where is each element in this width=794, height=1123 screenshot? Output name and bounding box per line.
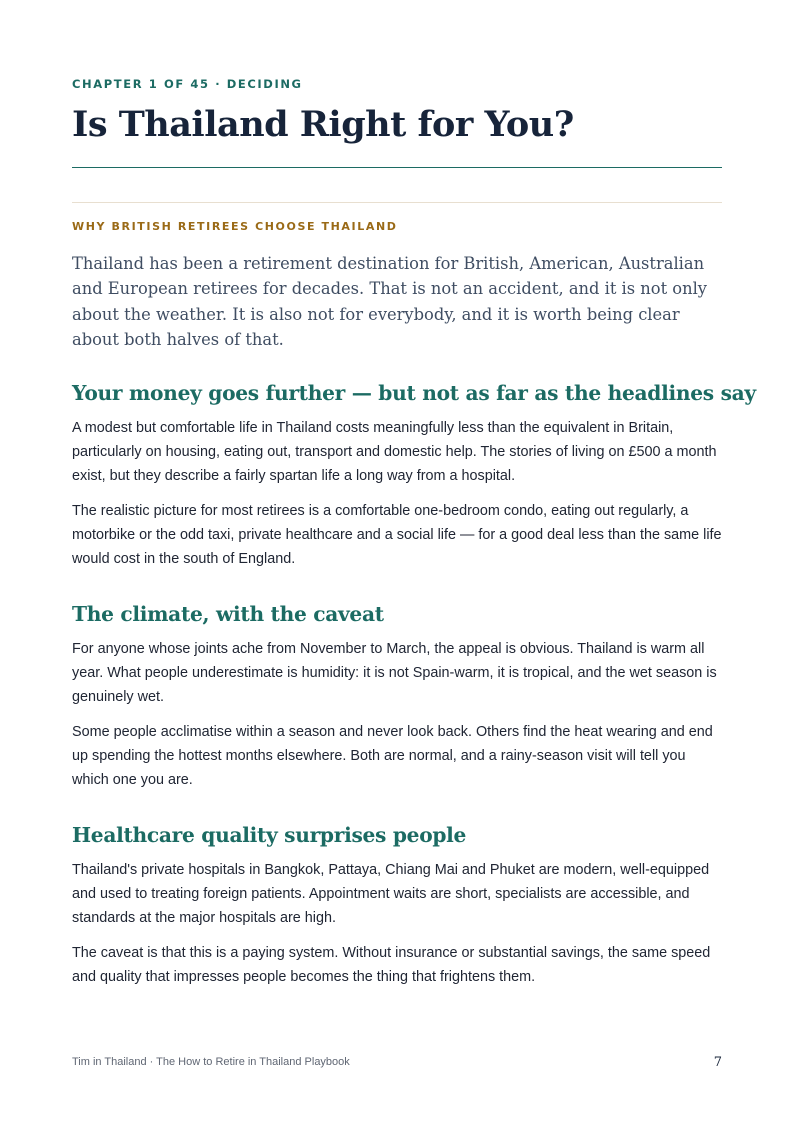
section-paragraph: A modest but comfortable life in Thailand costs meaningfully less than the equivalent in Britain, particularly on housing, eating out, transport and domestic help. The stories of living on £500 a month exist, but they describe a fairly spartan life a long way from a hospital.: [72, 420, 717, 484]
section-money: [72, 380, 756, 582]
section-paragraph: The caveat is that this is a paying system. Without insurance or substantial savings, the same speed and quality that impresses people becomes the thing that frightens them.: [72, 945, 711, 985]
section-paragraph: Some people acclimatise within a season and never look back. Others find the heat wearing and end up spending the hottest months elsewhere. Both are normal, and a rainy-season visit will tell you which one you are.: [72, 724, 713, 788]
section-paragraph: For anyone whose joints ache from November to March, the appeal is obvious. Thailand is warm all year. What people underestimate is humidity: it is not Spain-warm, it is tropical, and the wet season is genuinely wet.: [72, 641, 717, 705]
title-divider: [72, 167, 722, 168]
section-heading: Your money goes further — but not as far as the headlines say: [72, 381, 756, 405]
section-divider: [72, 202, 722, 203]
section-heading: Healthcare quality surprises people: [72, 823, 467, 847]
section-paragraph: The realistic picture for most retirees is a comfortable one-bedroom condo, eating out regularly, a motorbike or the odd taxi, private healthcare and a social life — for a good deal less than the same life would cost in the south of England.: [72, 503, 722, 567]
footer-book-title: Tim in Thailand · The How to Retire in Thailand Playbook: [72, 1056, 350, 1068]
chapter-eyebrow: CHAPTER 1 OF 45 · DECIDING: [72, 77, 303, 91]
section-paragraph: Thailand's private hospitals in Bangkok, Pattaya, Chiang Mai and Phuket are modern, well-equipped and used to treating foreign patients. Appointment waits are short, specialists are accessible, and standards at the major hospitals are high.: [72, 862, 710, 926]
section-healthcare: [72, 822, 722, 1000]
footer-page-number: 7: [713, 1055, 722, 1070]
section-climate: [72, 601, 722, 803]
intro-paragraph: Thailand has been a retirement destination for British, American, Australian and European retirees for decades. That is not an accident, and it is not only about the weather. It is also not for everybody, and it is worth being clear about both halves of that.: [72, 254, 707, 350]
page-title: Is Thailand Right for You?: [72, 104, 574, 145]
intro-kicker: WHY BRITISH RETIREES CHOOSE THAILAND: [72, 220, 398, 233]
section-heading: The climate, with the caveat: [72, 602, 384, 626]
